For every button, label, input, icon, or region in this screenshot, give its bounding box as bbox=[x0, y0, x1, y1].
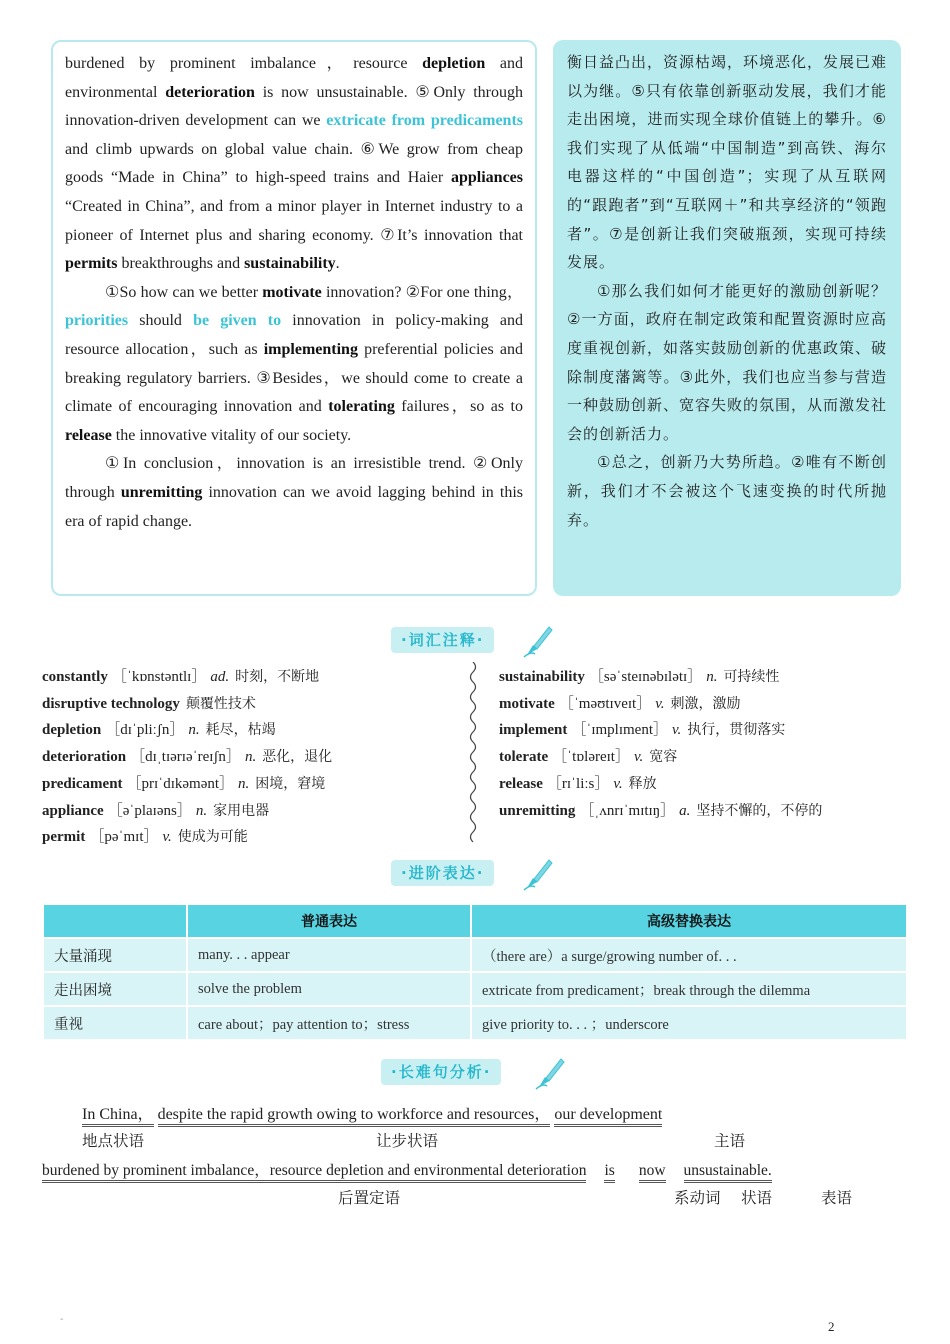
expr-section-title bbox=[391, 860, 561, 888]
vocab-meaning: 宽容 bbox=[649, 749, 678, 766]
vocab-part-of-speech: n. bbox=[195, 802, 208, 819]
vocab-part-of-speech: n. bbox=[706, 669, 718, 685]
vocab-phonetic: ［rɪˈliːs］ bbox=[546, 775, 610, 792]
vocab-entry bbox=[42, 691, 332, 718]
vocab-phonetic: ［ˌʌnrɪˈmɪtɪŋ］ bbox=[579, 802, 676, 819]
segment-adverbial: now bbox=[639, 1162, 666, 1183]
table-header: 普通表达 bbox=[188, 905, 470, 937]
vocab-word: disruptive technology bbox=[42, 695, 180, 712]
table-cell: solve the problem bbox=[188, 973, 470, 1005]
vocab-part-of-speech: a. bbox=[679, 802, 691, 819]
vocab-part-of-speech: n. bbox=[188, 722, 200, 739]
segment-predicative: unsustainable. bbox=[684, 1162, 772, 1183]
vocab-phonetic: ［pəˈmɪt］ bbox=[89, 829, 159, 846]
table-cell: 重视 bbox=[44, 1007, 186, 1039]
vocab-phonetic: ［səˈsteɪnəbɪlətɪ］ bbox=[588, 669, 703, 685]
english-paragraph-2: ①So how can we better motivate innovation? ②For one thing，priorities should be given to innovation in policy-making and resource allocation，such as implementing preferential policies and breaking regulatory barriers. ③Besides，we should come to create a climate of encouraging innovation and tolerating failures，so as to release the innovative vitality of our society. bbox=[65, 283, 524, 444]
label-post-attributive: 后置定语 bbox=[338, 1189, 401, 1207]
vocab-phonetic: ［ˈɪmplɪment］ bbox=[571, 722, 668, 739]
vocab-meaning: 使成为可能 bbox=[177, 829, 248, 846]
vocab-phonetic: ［ˈkɒnstəntlɪ］ bbox=[111, 669, 207, 685]
vocab-meaning: 恶化，退化 bbox=[262, 749, 333, 766]
vocab-list-right bbox=[499, 664, 822, 824]
vocab-part-of-speech: n. bbox=[238, 775, 250, 792]
segment-place-adverbial: In China， bbox=[82, 1106, 154, 1127]
page-number: 2 bbox=[828, 1319, 835, 1334]
english-paragraph-1: burdened by prominent imbalance，resource depletion and environmental deterioration is now unsustainable. ⑤Only through innovation-driven development can we extricate from predicaments and climb upwards on global value chain. ⑥We grow from cheap goods “Made in China” to high-speed trains and Haier appliances “Created in China”, and from a minor player in Internet industry to a pioneer of Internet plus and sharing economy. ⑦It’s innovation that permits breakthroughs and sustainability. bbox=[65, 55, 523, 273]
label-linking-verb: 系动词 bbox=[674, 1189, 721, 1207]
label-predicative: 表语 bbox=[821, 1189, 853, 1207]
table-header bbox=[44, 905, 186, 937]
wavy-divider bbox=[466, 662, 480, 844]
vocab-entry bbox=[499, 717, 822, 744]
vocab-meaning: 坚持不懈的，不停的 bbox=[696, 802, 823, 819]
table-row bbox=[44, 973, 906, 1005]
brush-icon bbox=[533, 1053, 567, 1091]
vocab-meaning: 颠覆性技术 bbox=[185, 695, 256, 712]
vocab-meaning: 刺激，激励 bbox=[670, 695, 741, 712]
english-paragraph-3: ①In conclusion，innovation is an irresistible trend. ②Only through unremitting innovation can we avoid lagging behind in this era of rapid change. bbox=[65, 455, 523, 530]
vocab-word: release bbox=[499, 775, 543, 792]
vocab-word: tolerate bbox=[499, 749, 549, 766]
chinese-paragraph-1: 衡日益凸出，资源枯竭，环境恶化，发展已难以为继。⑤只有依靠创新驱动发展，我们才能走出困境，进而实现全球价值链上的攀升。⑥我们实现了从低端“中国制造”到高铁、海尔电器这样的“中国创造”；实现了从互联网的“跟跑者”到“互联网＋”和共享经济的“领跑者”。⑦是创新让我们突破瓶颈，实现可持续发展。 bbox=[567, 53, 888, 272]
chinese-translation-box bbox=[553, 40, 901, 596]
vocab-word: depletion bbox=[42, 722, 102, 739]
vocab-word: constantly bbox=[42, 669, 108, 685]
vocab-entry bbox=[499, 664, 822, 691]
segment-subject: our development bbox=[554, 1106, 662, 1123]
vocab-entry bbox=[499, 691, 822, 718]
vocab-meaning: 可持续性 bbox=[723, 669, 780, 685]
table-row bbox=[44, 939, 906, 971]
vocab-entry bbox=[42, 717, 332, 744]
vocab-word: motivate bbox=[499, 695, 555, 712]
segment-linking-verb: is bbox=[604, 1162, 614, 1183]
analysis-line-2 bbox=[42, 1158, 772, 1180]
vocab-entry bbox=[499, 744, 822, 771]
vocab-word: implement bbox=[499, 722, 568, 739]
vocab-entry bbox=[42, 664, 332, 691]
vocab-section-title bbox=[391, 627, 561, 655]
vocab-meaning: 时刻，不断地 bbox=[235, 669, 320, 685]
table-cell: many. . . appear bbox=[188, 939, 470, 971]
vocab-phonetic: ［əˈplaɪəns］ bbox=[107, 802, 192, 819]
vocab-entry bbox=[42, 771, 332, 798]
vocab-word: predicament bbox=[42, 775, 123, 792]
analysis-section-title bbox=[381, 1059, 571, 1087]
table-cell: extricate from predicament；break through the dilemma bbox=[472, 973, 906, 1005]
table-cell: 走出困境 bbox=[44, 973, 186, 1005]
vocab-part-of-speech: v. bbox=[633, 749, 644, 766]
expression-table bbox=[42, 903, 908, 1041]
chinese-paragraph-2: ①那么我们如何才能更好的激励创新呢？②一方面，政府在制定政策和配置资源时应高度重视创新，如落实鼓励创新的优惠政策、破除制度藩篱等。③此外，我们也应当参与营造一种鼓励创新、宽容失败的氛围，从而激发社会的创新活力。 bbox=[567, 281, 888, 443]
vocab-phonetic: ［prɪˈdɪkəmənt］ bbox=[126, 775, 235, 792]
vocab-word: deterioration bbox=[42, 749, 127, 766]
vocab-part-of-speech: ad. bbox=[210, 669, 230, 685]
table-header-row bbox=[44, 905, 906, 937]
table-row bbox=[44, 1007, 906, 1039]
vocab-entry bbox=[42, 798, 332, 825]
vocab-meaning: 释放 bbox=[628, 775, 657, 792]
vocab-phonetic: ［ˈməʊtɪveɪt］ bbox=[558, 695, 652, 712]
vocab-entry bbox=[42, 744, 332, 771]
table-header: 高级替换表达 bbox=[472, 905, 906, 937]
vocab-list-left bbox=[42, 664, 332, 851]
vocab-word: unremitting bbox=[499, 802, 576, 819]
vocab-meaning: 耗尽，枯竭 bbox=[205, 722, 276, 739]
vocab-meaning: 困境，窘境 bbox=[255, 775, 326, 792]
vocab-word: permit bbox=[42, 829, 86, 846]
english-passage-box bbox=[51, 40, 537, 596]
vocab-entry bbox=[42, 824, 332, 851]
vocab-part-of-speech: v. bbox=[655, 695, 665, 712]
vocab-word: appliance bbox=[42, 802, 104, 819]
label-adverbial: 状语 bbox=[741, 1189, 773, 1207]
vocab-meaning: 家用电器 bbox=[213, 802, 270, 819]
table-cell: care about；pay attention to；stress bbox=[188, 1007, 470, 1039]
segment-post-attributive: burdened by prominent imbalance，resource depletion and environmental deterioration bbox=[42, 1162, 586, 1183]
vocab-phonetic: ［dɪˌtɪərɪəˈreɪʃn］ bbox=[130, 749, 241, 766]
segment-concession-adverbial: despite the rapid growth owing to workforce and resources， bbox=[158, 1106, 551, 1123]
vocab-entry bbox=[499, 771, 822, 798]
label-concession-adverbial: 让步状语 bbox=[376, 1132, 439, 1150]
footer-mark: - bbox=[60, 1314, 64, 1325]
vocab-part-of-speech: n. bbox=[244, 749, 257, 766]
brush-icon bbox=[521, 854, 555, 892]
vocab-part-of-speech: v. bbox=[613, 775, 623, 792]
vocab-phonetic: ［ˈtɒləreɪt］ bbox=[552, 749, 630, 766]
label-place-adverbial: 地点状语 bbox=[82, 1132, 145, 1150]
table-cell: give priority to. . . ；underscore bbox=[472, 1007, 906, 1039]
vocab-part-of-speech: v. bbox=[162, 829, 172, 846]
analysis-line-1 bbox=[82, 1101, 662, 1124]
label-subject: 主语 bbox=[714, 1132, 746, 1150]
vocab-word: sustainability bbox=[499, 669, 585, 685]
vocab-meaning: 执行，贯彻落实 bbox=[687, 722, 786, 739]
analysis-title-label: ·长难句分析· bbox=[381, 1059, 501, 1085]
vocab-entry bbox=[499, 798, 822, 825]
brush-icon bbox=[521, 621, 555, 659]
chinese-paragraph-3: ①总之，创新乃大势所趋。②唯有不断创新，我们才不会被这个飞速变换的时代所抛弃。 bbox=[567, 453, 887, 529]
vocab-part-of-speech: v. bbox=[672, 722, 682, 739]
expr-title-label: ·进阶表达· bbox=[391, 860, 494, 886]
table-cell: 大量涌现 bbox=[44, 939, 186, 971]
vocab-title-label: ·词汇注释· bbox=[391, 627, 494, 653]
vocab-phonetic: ［dɪˈpliːʃn］ bbox=[105, 722, 185, 739]
table-cell: （there are）a surge/growing number of. . . bbox=[472, 939, 906, 971]
